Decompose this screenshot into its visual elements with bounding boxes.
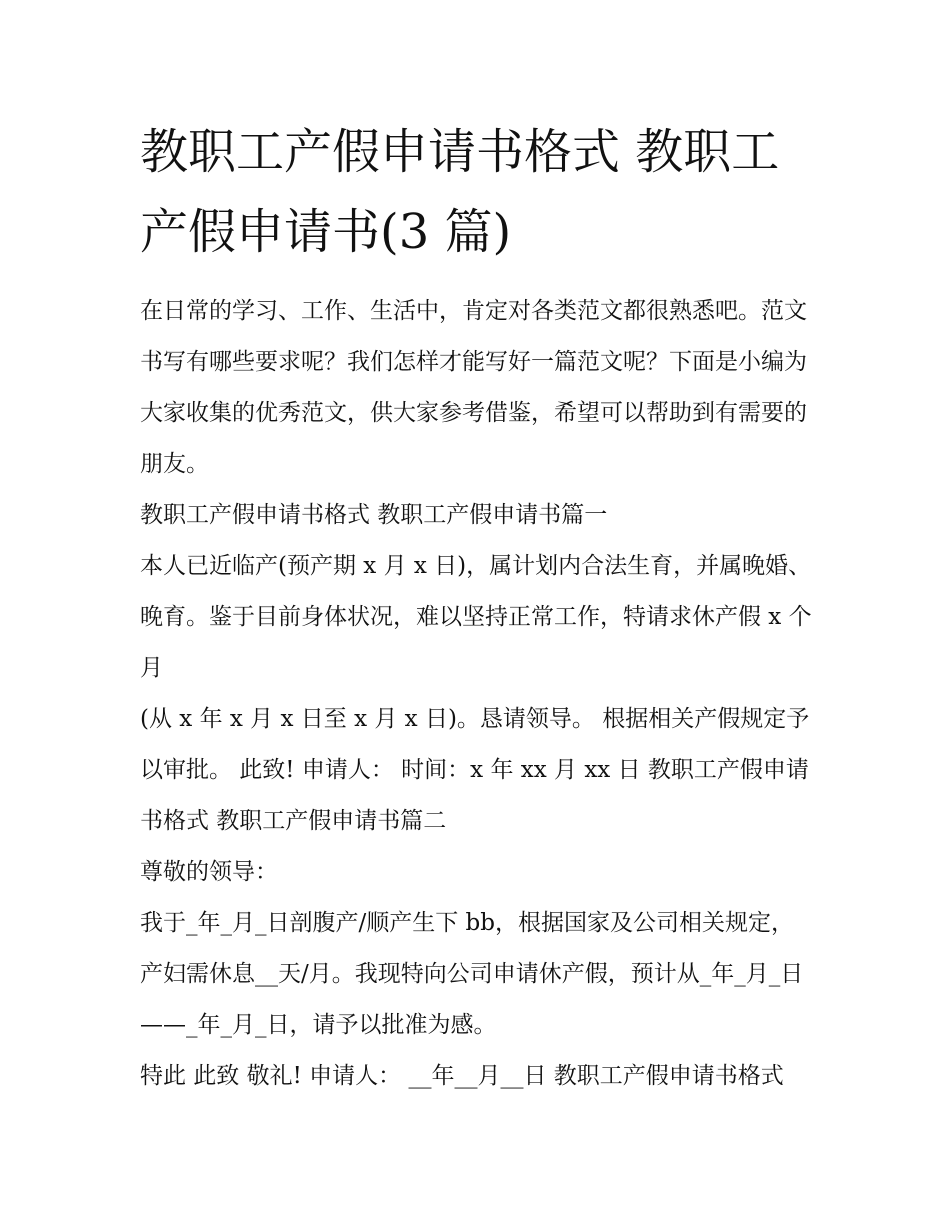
document-page	[140, 112, 812, 1102]
body-paragraph: (从 x 年 x 月 x 日至 x 月 x 日)。恳请领导。 根据相关产假规定予以审批。 此致! 申请人： 时间：x 年 xx 月 xx 日 教职工产假申请书格式 教职工产假申请书篇二	[140, 706, 810, 834]
body-paragraph: 我于_年_月_日剖腹产/顺产生下 bb，根据国家及公司相关规定，产妇需休息__天/月。我现特向公司申请休产假，预计从_年_月_日——_年_月_日，请予以批准为感。	[140, 910, 804, 1038]
body-paragraph: 本人已近临产(预产期 x 月 x 日)，属计划内合法生育，并属晚婚、晚育。鉴于目前身体状况，难以坚持正常工作，特请求休产假 x 个月	[140, 553, 812, 681]
title-line-1: 教职工产假申请书格式 教职工	[140, 124, 780, 180]
intro-paragraph: 在日常的学习、工作、生活中，肯定对各类范文都很熟悉吧。范文书写有哪些要求呢？我们怎样才能写好一篇范文呢？下面是小编为大家收集的优秀范文，供大家参考借鉴，希望可以帮助到有需要的朋友。	[140, 298, 807, 477]
title-line-2: 产假申请书(3 篇)	[140, 204, 512, 260]
section-heading-1: 教职工产假申请书格式 教职工产假申请书篇一	[140, 502, 608, 528]
salutation: 尊敬的领导：	[140, 859, 278, 885]
document-title	[140, 112, 812, 272]
closing-paragraph: 特此 此致 敬礼! 申请人： __年__月__日 教职工产假申请书格式	[140, 1063, 784, 1089]
